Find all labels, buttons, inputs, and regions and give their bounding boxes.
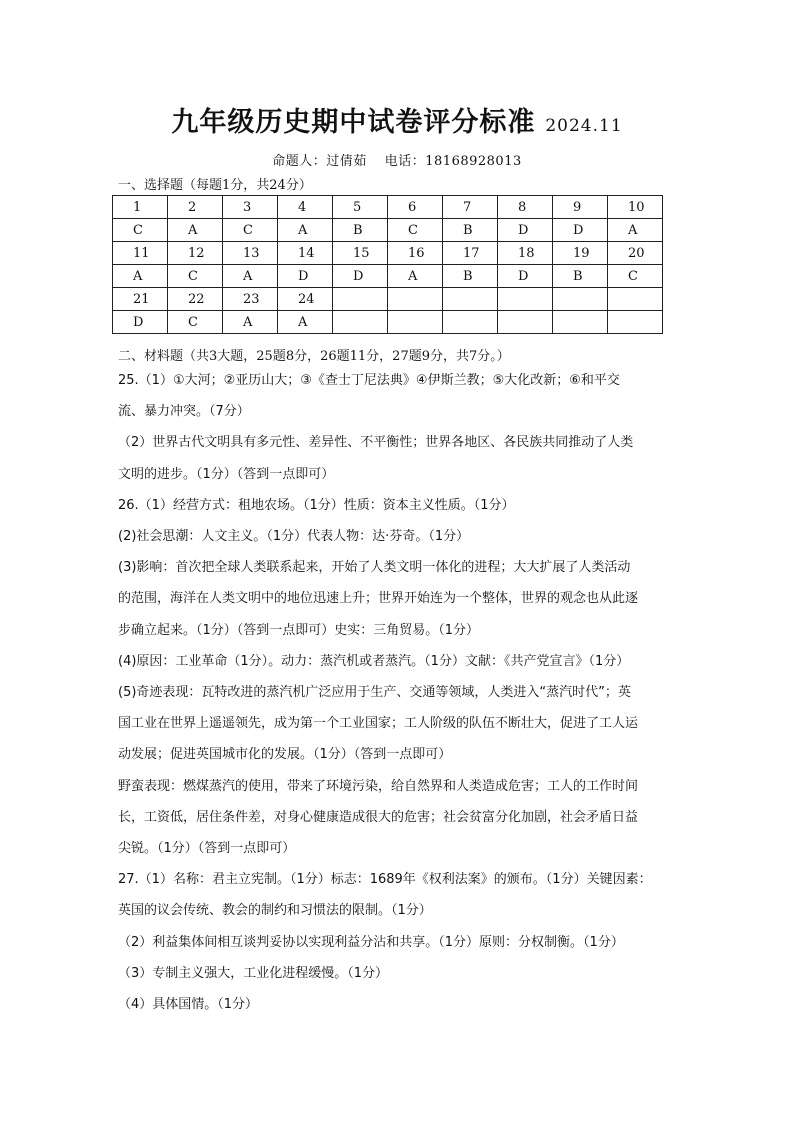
answer-line: 的范围，海洋在人类文明中的地位迅速上升；世界开始连为一个整体，世界的观念也从此逐 [118,591,639,607]
table-cell [608,288,663,311]
table-cell: 20 [608,242,663,265]
table-cell: 10 [608,196,663,219]
answer-line: 尖锐。（1分）（答到一点即可） [118,841,296,857]
title-text: 九年级历史期中试卷评分标准 [171,107,536,138]
answer-line: (4)原因：工业革命（1分）。动力：蒸汽机或者蒸汽。（1分）文献：《共产党宣言》（1分） [118,653,630,669]
table-cell: D [113,311,168,334]
table-row [113,219,663,242]
table-cell: D [278,265,333,288]
table-cell: B [553,265,608,288]
table-cell: 23 [223,288,278,311]
answer-line: (3)影响：首次把全球人类联系起来，开始了人类文明一体化的进程；大大扩展了人类活动 [118,560,631,576]
table-cell: 9 [553,196,608,219]
table-cell [498,311,553,334]
table-cell [333,311,388,334]
answer-line: 步确立起来。（1分）（答到一点即可）史实：三角贸易。（1分） [118,622,480,638]
answer-line: （2）利益集体间相互谈判妥协以实现利益分沾和共享。（1分）原则：分权制衡。（1分） [118,934,624,950]
table-cell: D [333,265,388,288]
table-cell: 16 [388,242,443,265]
table-cell: B [443,265,498,288]
material-answers [118,365,678,1020]
table-cell: A [278,311,333,334]
title-date: 2024.11 [545,116,623,136]
answer-line: 26.（1）经营方式：租地农场。（1分）性质：资本主义性质。（1分） [118,497,515,513]
section1-heading: 一、选择题（每题1分，共24分） [118,178,312,193]
answer-line: (5)奇迹表现：瓦特改进的蒸汽机广泛应用于生产、交通等领域，人类进入“蒸汽时代”；英 [118,685,631,701]
answer-line: (2)社会思潮：人文主义。（1分）代表人物：达·芬奇。（1分） [118,529,470,545]
table-cell: 14 [278,242,333,265]
answer-line: 流、暴力冲突。（7分） [118,404,250,420]
table-cell [498,288,553,311]
table-cell: A [223,265,278,288]
author-label: 命题人：过倩茹 [272,154,367,169]
table-cell: 3 [223,196,278,219]
answer-line: （3）专制主义强大，工业化进程缓慢。（1分） [118,965,389,981]
table-cell: D [553,219,608,242]
answer-line: 27.（1）名称：君主立宪制。（1分）标志：1689年《权利法案》的颁布。（1分）关键因素： [118,872,652,888]
table-cell: 11 [113,242,168,265]
table-cell: C [168,311,223,334]
section2-heading: 二、材料题（共3大题，25题8分，26题11分，27题9分，共7分。） [118,349,510,364]
table-cell [388,288,443,311]
table-row [113,288,663,311]
table-cell: A [608,219,663,242]
table-cell: 4 [278,196,333,219]
table-cell: A [388,265,443,288]
table-row [113,196,663,219]
table-cell [333,288,388,311]
table-cell: 2 [168,196,223,219]
answer-line: 文明的进步。（1分）（答到一点即可） [118,466,335,482]
table-cell: 12 [168,242,223,265]
table-cell: 15 [333,242,388,265]
table-cell: A [168,219,223,242]
table-cell: B [333,219,388,242]
answer-line: （2）世界古代文明具有多元性、差异性、不平衡性；世界各地区、各民族共同推动了人类 [118,435,634,451]
table-cell [553,288,608,311]
table-cell [443,311,498,334]
table-row [113,242,663,265]
byline [0,150,794,169]
table-cell [443,288,498,311]
answer-line: 25.（1）①大河；②亚历山大；③《查士丁尼法典》④伊斯兰教；⑤大化改新；⑥和平交 [118,373,620,388]
table-cell: C [223,219,278,242]
table-cell: 19 [553,242,608,265]
table-cell [388,311,443,334]
answer-line: 野蛮表现：燃煤蒸汽的使用，带来了环境污染，给自然界和人类造成危害；工人的工作时间 [118,778,639,794]
table-cell: 17 [443,242,498,265]
table-cell: 6 [388,196,443,219]
phone-label: 电话：18168928013 [384,154,522,169]
answer-table [112,195,663,334]
table-cell: 5 [333,196,388,219]
table-cell: 18 [498,242,553,265]
table-cell: 22 [168,288,223,311]
table-cell: C [168,265,223,288]
table-cell: 13 [223,242,278,265]
answer-line: 英国的议会传统、教会的制约和习惯法的限制。（1分） [118,903,432,919]
table-cell: A [113,265,168,288]
table-cell [553,311,608,334]
table-row [113,311,663,334]
table-cell: C [608,265,663,288]
answer-line: 动发展；促进英国城市化的发展。（1分）（答到一点即可） [118,747,452,763]
table-cell: 24 [278,288,333,311]
table-row [113,265,663,288]
page-title [0,100,794,139]
table-cell: D [498,265,553,288]
table-cell: A [278,219,333,242]
table-cell: D [498,219,553,242]
table-cell: 8 [498,196,553,219]
table-cell: 21 [113,288,168,311]
table-cell: 1 [113,196,168,219]
table-cell: 7 [443,196,498,219]
answer-line: 国工业在世界上遥遥领先，成为第一个工业国家；工人阶级的队伍不断壮大，促进了工人运 [118,716,639,732]
answer-line: 长，工资低，居住条件差，对身心健康造成很大的危害；社会贫富分化加剧，社会矛盾日益 [118,809,639,825]
table-cell: C [388,219,443,242]
table-cell: A [223,311,278,334]
answer-line: （4）具体国情。（1分） [118,997,259,1013]
table-cell [608,311,663,334]
table-cell: C [113,219,168,242]
table-cell: B [443,219,498,242]
